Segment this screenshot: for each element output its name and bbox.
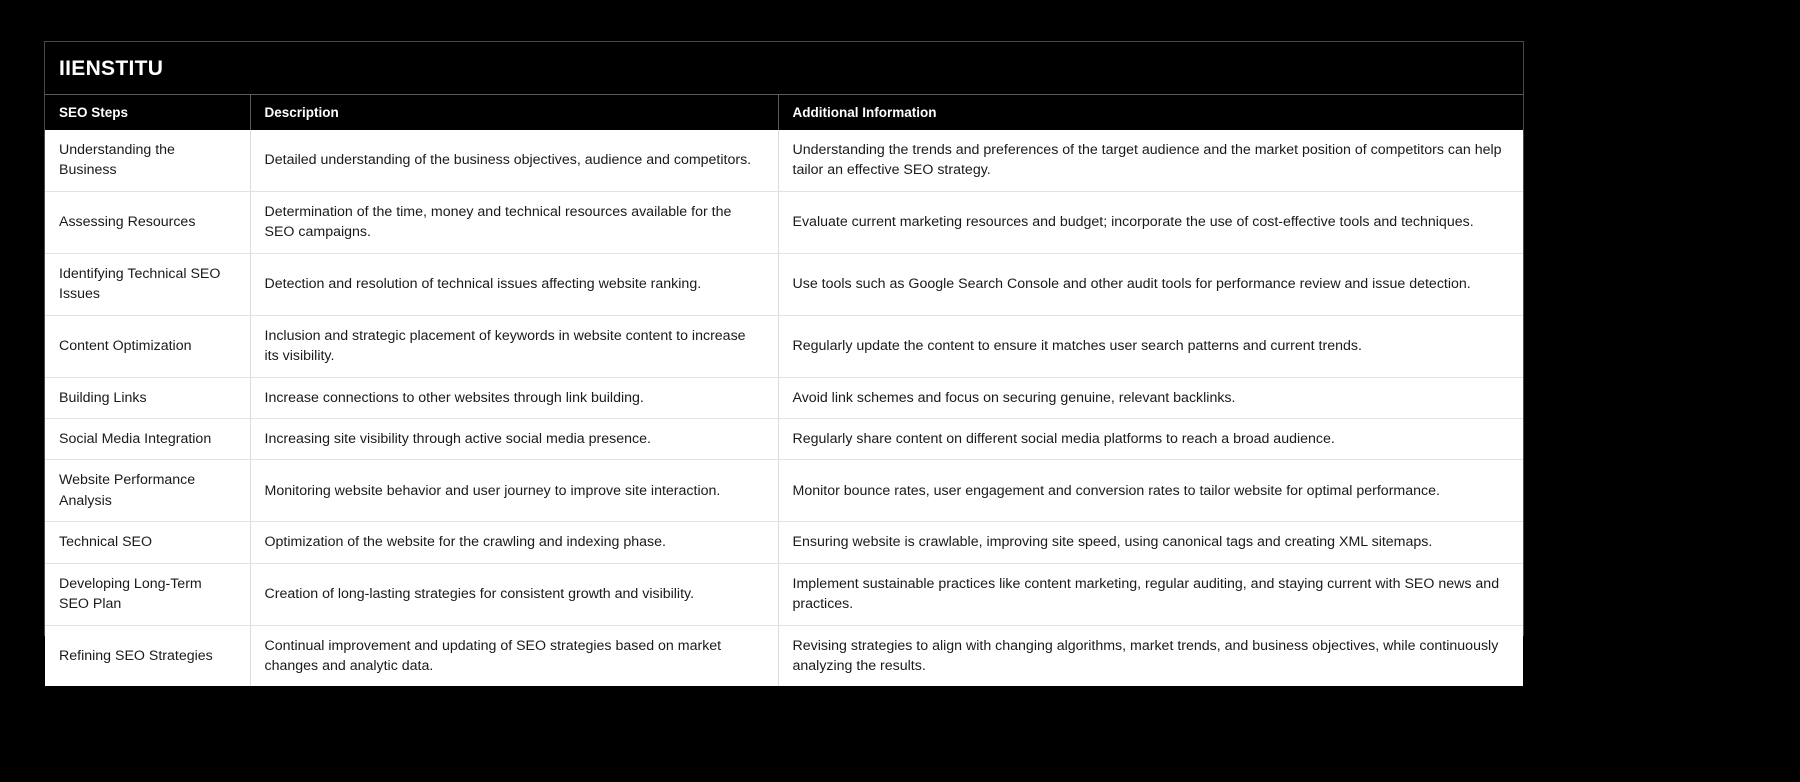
cell-seo-step: Social Media Integration xyxy=(45,418,250,459)
cell-seo-step: Technical SEO xyxy=(45,522,250,563)
table-row xyxy=(45,253,1523,315)
brand-bar xyxy=(45,42,1523,95)
table-header-row xyxy=(45,95,1523,130)
table-row xyxy=(45,377,1523,418)
table-row xyxy=(45,563,1523,625)
cell-description: Inclusion and strategic placement of keywords in website content to increase its visibility. xyxy=(250,315,778,377)
cell-additional-information: Evaluate current marketing resources and budget; incorporate the use of cost-effective tools and techniques. xyxy=(778,191,1523,253)
table-row xyxy=(45,625,1523,686)
cell-description: Detailed understanding of the business objectives, audience and competitors. xyxy=(250,130,778,191)
cell-additional-information: Use tools such as Google Search Console and other audit tools for performance review and issue detection. xyxy=(778,253,1523,315)
table-row xyxy=(45,315,1523,377)
cell-seo-step: Identifying Technical SEO Issues xyxy=(45,253,250,315)
cell-description: Monitoring website behavior and user journey to improve site interaction. xyxy=(250,460,778,522)
cell-additional-information: Understanding the trends and preferences of the target audience and the market position of competitors can help tailor an effective SEO strategy. xyxy=(778,130,1523,191)
table-row xyxy=(45,460,1523,522)
column-header-description: Description xyxy=(250,95,778,130)
cell-description: Determination of the time, money and technical resources available for the SEO campaigns. xyxy=(250,191,778,253)
table-header xyxy=(45,95,1523,130)
cell-additional-information: Monitor bounce rates, user engagement and conversion rates to tailor website for optimal performance. xyxy=(778,460,1523,522)
cell-seo-step: Developing Long-Term SEO Plan xyxy=(45,563,250,625)
column-header-additional-information: Additional Information xyxy=(778,95,1523,130)
cell-seo-step: Content Optimization xyxy=(45,315,250,377)
cell-additional-information: Revising strategies to align with changing algorithms, market trends, and business objectives, while continuously analyzing the results. xyxy=(778,625,1523,686)
cell-additional-information: Ensuring website is crawlable, improving site speed, using canonical tags and creating XML sitemaps. xyxy=(778,522,1523,563)
brand-title: IIENSTITU xyxy=(59,56,164,80)
column-header-seo-steps: SEO Steps xyxy=(45,95,250,130)
table-row xyxy=(45,418,1523,459)
cell-description: Detection and resolution of technical issues affecting website ranking. xyxy=(250,253,778,315)
cell-description: Continual improvement and updating of SEO strategies based on market changes and analytic data. xyxy=(250,625,778,686)
cell-seo-step: Building Links xyxy=(45,377,250,418)
cell-additional-information: Implement sustainable practices like content marketing, regular auditing, and staying current with SEO news and practices. xyxy=(778,563,1523,625)
table-row xyxy=(45,191,1523,253)
cell-additional-information: Avoid link schemes and focus on securing genuine, relevant backlinks. xyxy=(778,377,1523,418)
table-row xyxy=(45,130,1523,191)
cell-seo-step: Refining SEO Strategies xyxy=(45,625,250,686)
cell-description: Optimization of the website for the crawling and indexing phase. xyxy=(250,522,778,563)
cell-seo-step: Website Performance Analysis xyxy=(45,460,250,522)
cell-seo-step: Understanding the Business xyxy=(45,130,250,191)
cell-description: Increasing site visibility through active social media presence. xyxy=(250,418,778,459)
table-row xyxy=(45,522,1523,563)
cell-seo-step: Assessing Resources xyxy=(45,191,250,253)
cell-description: Increase connections to other websites through link building. xyxy=(250,377,778,418)
table-body xyxy=(45,130,1523,686)
cell-description: Creation of long-lasting strategies for consistent growth and visibility. xyxy=(250,563,778,625)
seo-steps-table-card xyxy=(44,41,1524,674)
cell-additional-information: Regularly share content on different social media platforms to reach a broad audience. xyxy=(778,418,1523,459)
cell-additional-information: Regularly update the content to ensure it matches user search patterns and current trends. xyxy=(778,315,1523,377)
seo-steps-table xyxy=(45,95,1523,686)
